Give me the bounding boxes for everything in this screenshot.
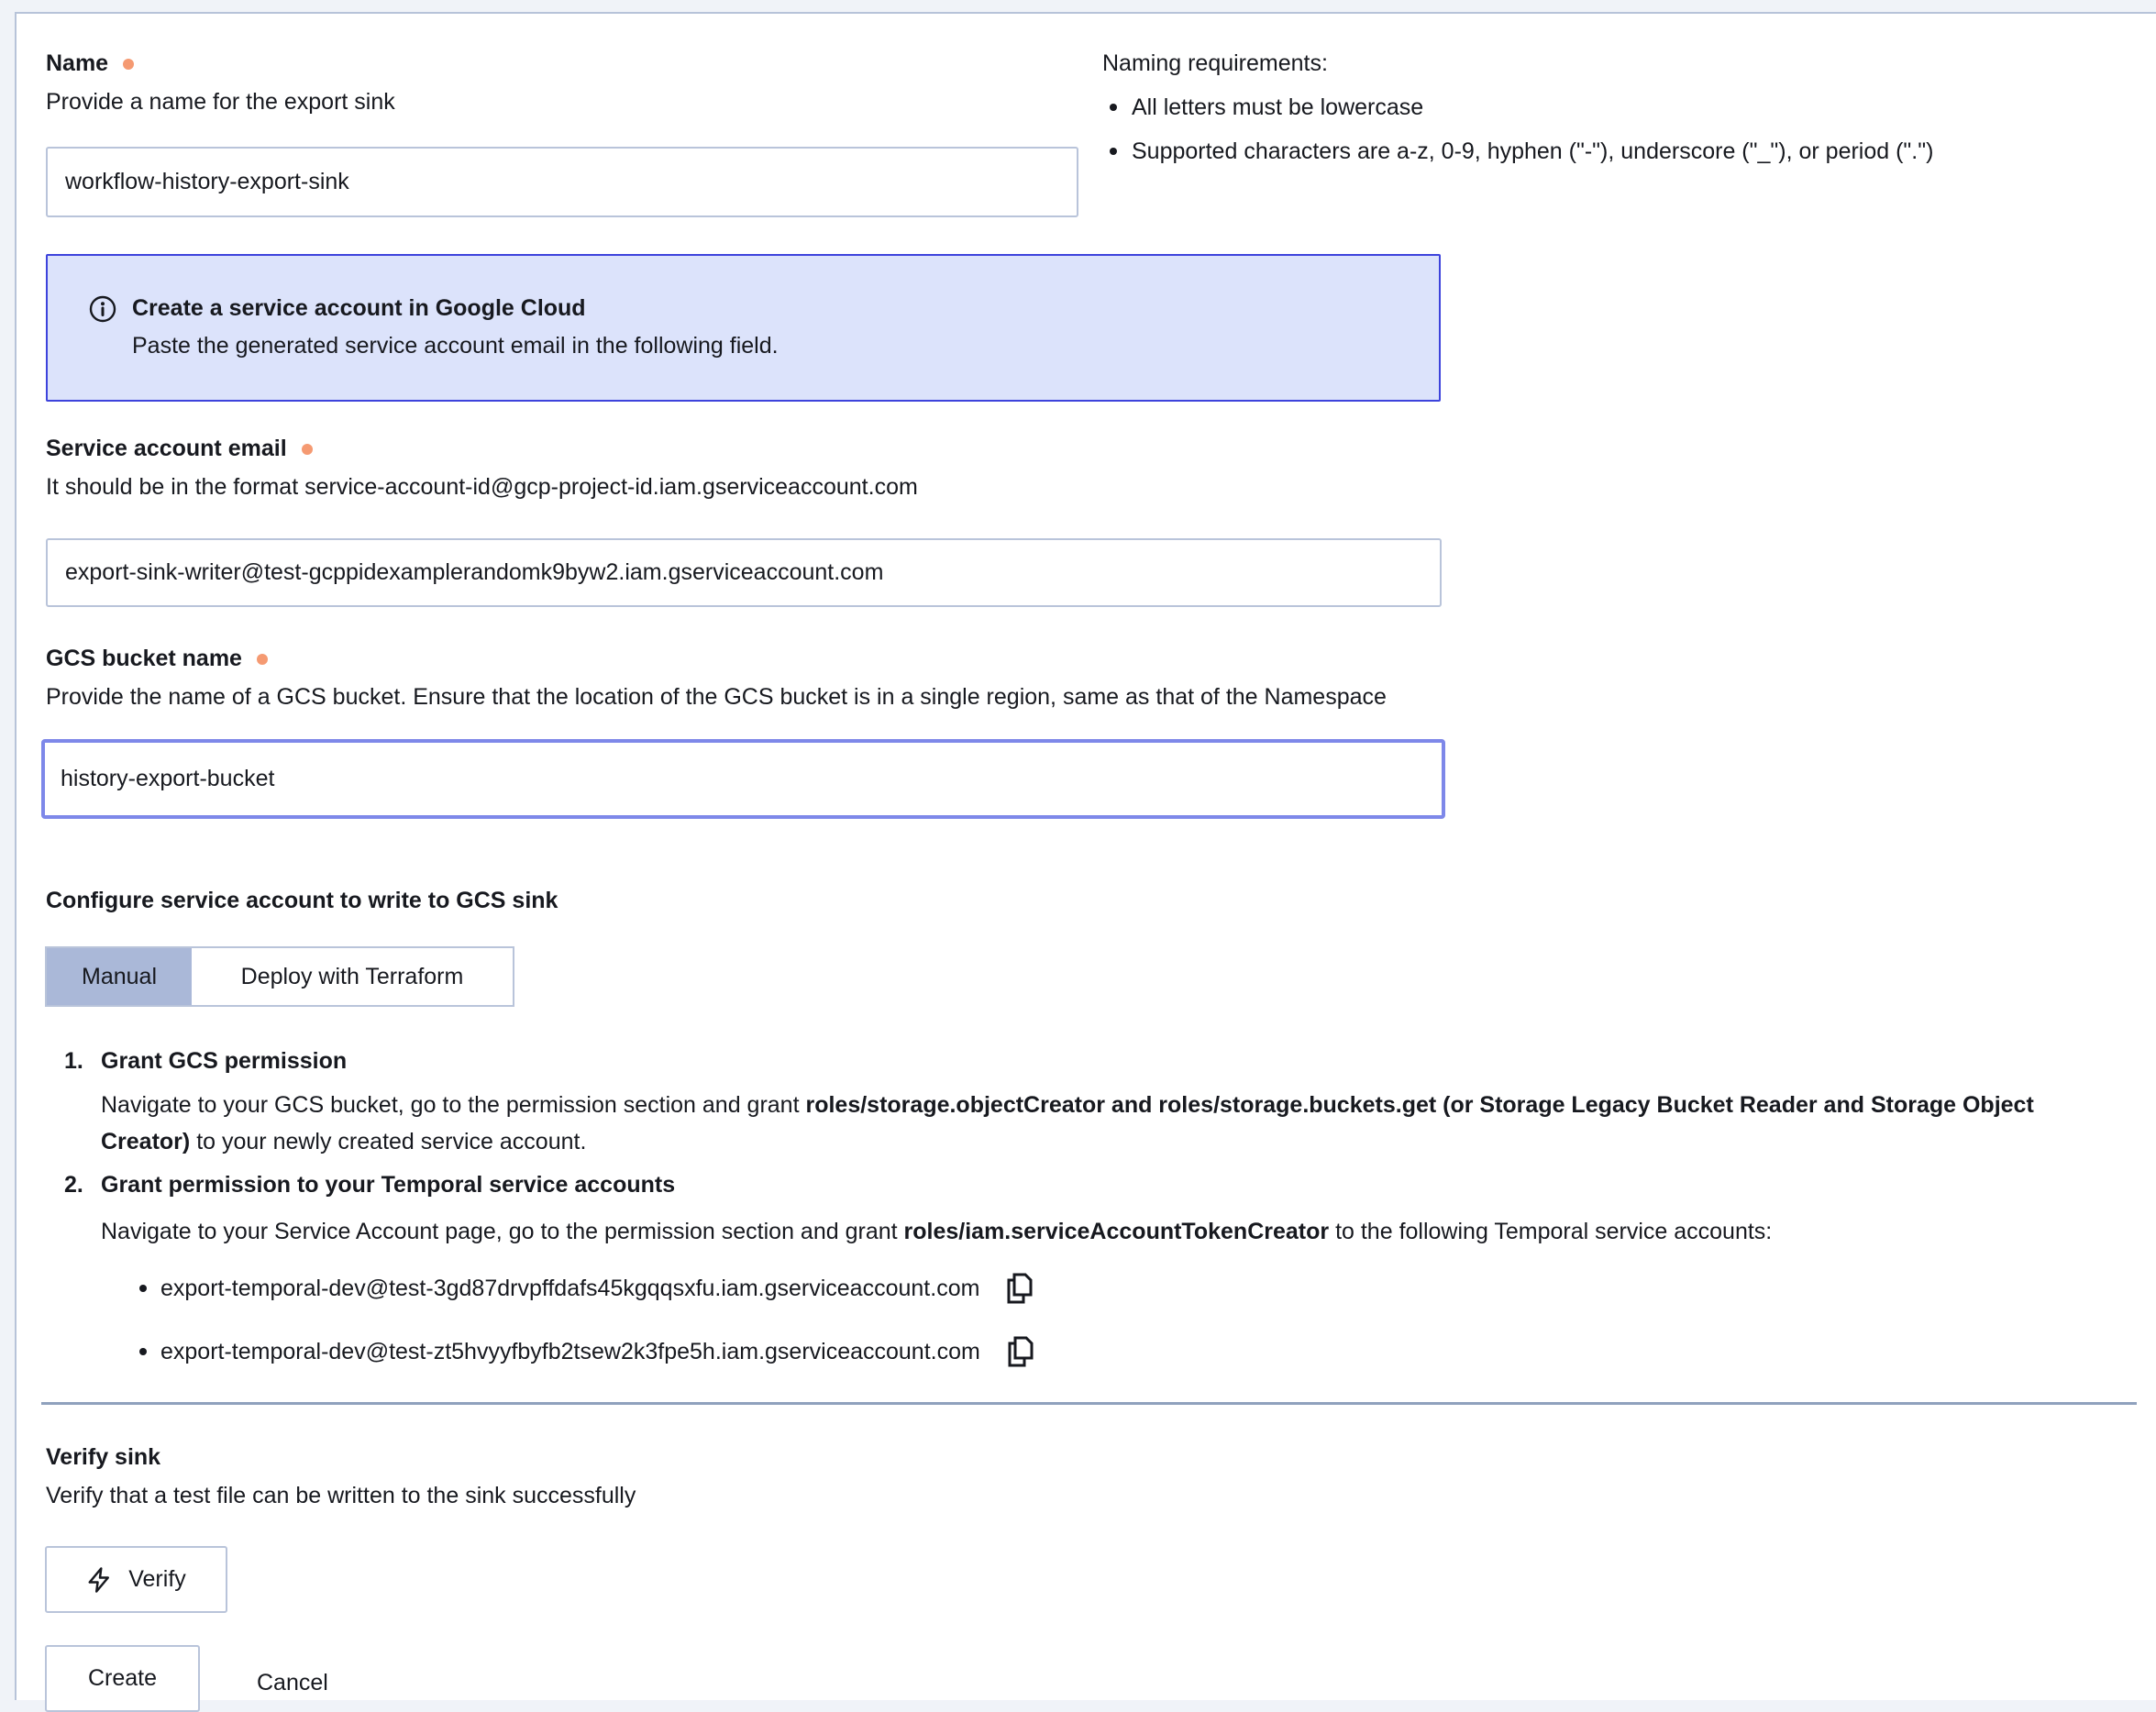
step-2-heading bbox=[64, 1168, 675, 1201]
name-label-text: Name bbox=[46, 50, 109, 76]
name-helper: Provide a name for the export sink bbox=[46, 89, 395, 115]
tab-manual[interactable]: Manual bbox=[47, 948, 192, 1005]
verify-sink-helper: Verify that a test file can be written to the sink successfully bbox=[46, 1483, 636, 1508]
naming-requirements-title: Naming requirements: bbox=[1102, 50, 1328, 76]
naming-requirements-list bbox=[1102, 92, 2156, 167]
step-1-heading bbox=[64, 1044, 347, 1077]
step-2-body-prefix: Navigate to your Service Account page, go to the permission section and grant bbox=[101, 1219, 904, 1244]
verify-button-label: Verify bbox=[128, 1566, 186, 1592]
verify-sink-title: Verify sink bbox=[46, 1444, 161, 1470]
temporal-service-account-email: export-temporal-dev@test-3gd87drvpffdafs45kgqqsxfu.iam.gserviceaccount.com bbox=[160, 1275, 980, 1301]
info-box-title: Create a service account in Google Cloud bbox=[132, 295, 586, 321]
service-account-email-label-text: Service account email bbox=[46, 436, 287, 461]
cancel-button[interactable]: Cancel bbox=[257, 1664, 328, 1701]
required-dot-icon bbox=[302, 444, 313, 455]
step-1-body-prefix: Navigate to your GCS bucket, go to the permission section and grant bbox=[101, 1092, 806, 1118]
bullet-icon bbox=[139, 1348, 147, 1355]
section-divider bbox=[41, 1402, 2137, 1405]
naming-requirement-item: Supported characters are a-z, 0-9, hyphen ("-"), underscore ("_"), or period (".") bbox=[1102, 136, 2156, 167]
gcs-bucket-label bbox=[46, 643, 268, 674]
naming-requirements bbox=[1102, 48, 2156, 180]
step-1-number: 1. bbox=[64, 1048, 83, 1074]
info-box-body: Paste the generated service account email in the following field. bbox=[132, 333, 779, 359]
step-1-body-suffix: to your newly created service account. bbox=[190, 1129, 587, 1154]
gcs-bucket-input[interactable] bbox=[41, 739, 1445, 819]
configure-tabs bbox=[45, 946, 514, 1007]
create-button[interactable]: Create bbox=[45, 1645, 200, 1712]
required-dot-icon bbox=[123, 59, 134, 70]
step-1-body-bold: roles/storage.objectCreator and roles/storage.buckets.get (or Storage Legacy Bucket Reader and Storage Object Creator) bbox=[101, 1092, 2034, 1154]
required-dot-icon bbox=[257, 654, 268, 665]
tab-deploy-with-terraform[interactable]: Deploy with Terraform bbox=[240, 963, 464, 989]
lightning-bolt-icon bbox=[86, 1566, 114, 1594]
service-account-email-input[interactable] bbox=[46, 538, 1442, 607]
step-2-body bbox=[101, 1213, 2118, 1250]
service-account-email-helper: It should be in the format service-account-id@gcp-project-id.iam.gserviceaccount.com bbox=[46, 474, 918, 500]
step-2-number: 2. bbox=[64, 1172, 83, 1198]
name-input[interactable] bbox=[46, 147, 1078, 217]
service-account-item bbox=[139, 1330, 1035, 1374]
copy-button[interactable] bbox=[1003, 1272, 1034, 1305]
copy-icon bbox=[1004, 1335, 1035, 1368]
configure-section-title: Configure service account to write to GCS sink bbox=[46, 888, 558, 913]
step-2-body-bold: roles/iam.serviceAccountTokenCreator bbox=[903, 1219, 1330, 1244]
copy-button[interactable] bbox=[1004, 1335, 1035, 1368]
gcs-bucket-label-text: GCS bucket name bbox=[46, 646, 242, 671]
service-account-info-box bbox=[46, 254, 1441, 402]
service-account-item bbox=[139, 1266, 1034, 1310]
step-2-body-suffix: to the following Temporal service accounts: bbox=[1329, 1219, 1773, 1244]
service-account-email-label bbox=[46, 433, 313, 464]
copy-icon bbox=[1003, 1272, 1034, 1305]
info-icon bbox=[88, 294, 117, 324]
step-2-title: Grant permission to your Temporal service accounts bbox=[101, 1172, 676, 1198]
gcs-bucket-helper: Provide the name of a GCS bucket. Ensure that the location of the GCS bucket is in a single region, same as that of the Namespace bbox=[46, 684, 1387, 710]
verify-button[interactable] bbox=[45, 1546, 227, 1613]
naming-requirement-item: All letters must be lowercase bbox=[1102, 92, 2156, 123]
step-1-body bbox=[101, 1087, 2118, 1160]
bullet-icon bbox=[139, 1285, 147, 1292]
step-1-title: Grant GCS permission bbox=[101, 1048, 348, 1074]
name-label bbox=[46, 48, 134, 79]
temporal-service-account-email: export-temporal-dev@test-zt5hvyyfbyfb2tsew2k3fpe5h.iam.gserviceaccount.com bbox=[160, 1338, 980, 1364]
